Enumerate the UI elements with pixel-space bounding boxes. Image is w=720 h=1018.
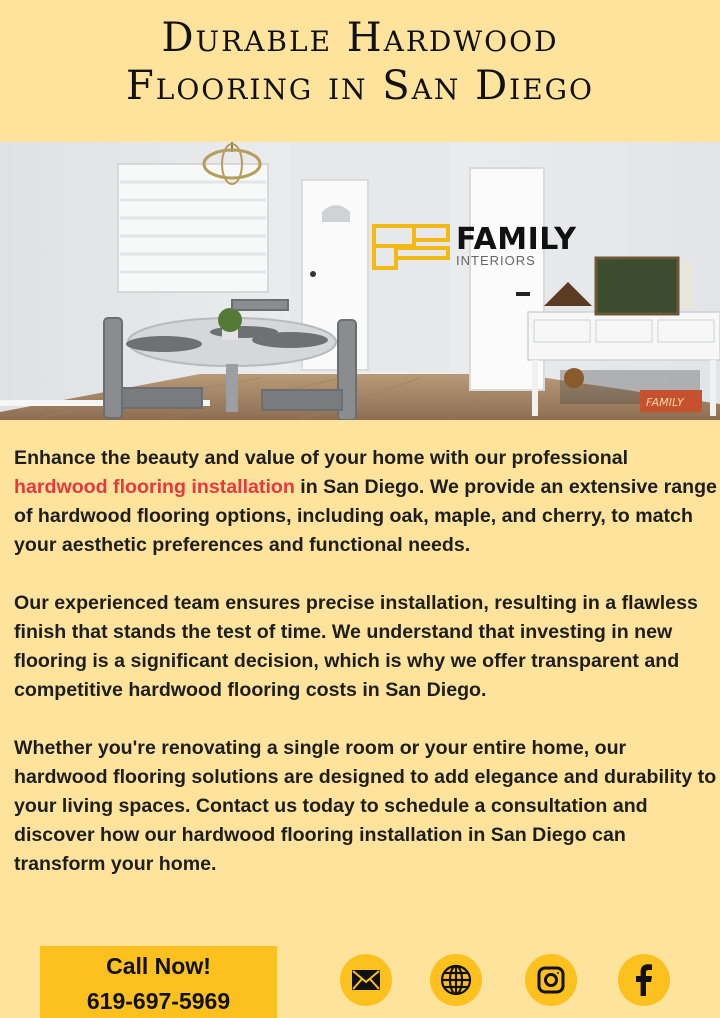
family-sign: FAMILY [646,396,684,409]
call-now-label: Call Now! [106,953,211,979]
paragraph-2: Our experienced team ensures precise installation, resulting in a flawless finish that stands the test of time. We understand that investing in new flooring is a significant decision, which is why we offer transparent and competitive hardwood flooring costs in San Diego. [14,592,698,701]
hardwood-installation-link[interactable]: hardwood flooring installation [14,476,295,498]
body-content [14,444,720,908]
paragraph-1: Enhance the beauty and value of your home with our professional hardwood flooring installation in San Diego. We provide an extensive range of hardwood flooring options, including oak, maple, and cherry, to match your aesthetic preferences and functional needs. [14,447,717,556]
social-links [0,954,720,1010]
instagram-icon[interactable] [525,954,577,1006]
facebook-icon[interactable] [618,954,670,1006]
family-interiors-logo [372,222,576,272]
paragraph-3: Whether you're renovating a single room or your entire home, our hardwood flooring solutions are designed to add elegance and durability to your living spaces. Contact us today to schedule a consultation and discover how our hardwood flooring installation in San Diego can transform your home. [14,737,717,875]
phone-number[interactable]: 619-697-5969 [86,988,231,1014]
title-line-1: Durable Hardwood [161,15,559,61]
globe-icon[interactable] [430,954,482,1006]
page-title [0,14,720,110]
mail-icon[interactable] [340,954,392,1006]
logo-subtitle: INTERIORS [456,253,536,268]
title-line-2: Flooring in San Diego [126,63,594,109]
logo-name: FAMILY [456,222,577,257]
dining-room-photo [0,142,720,420]
logo-mark-icon [372,224,450,270]
